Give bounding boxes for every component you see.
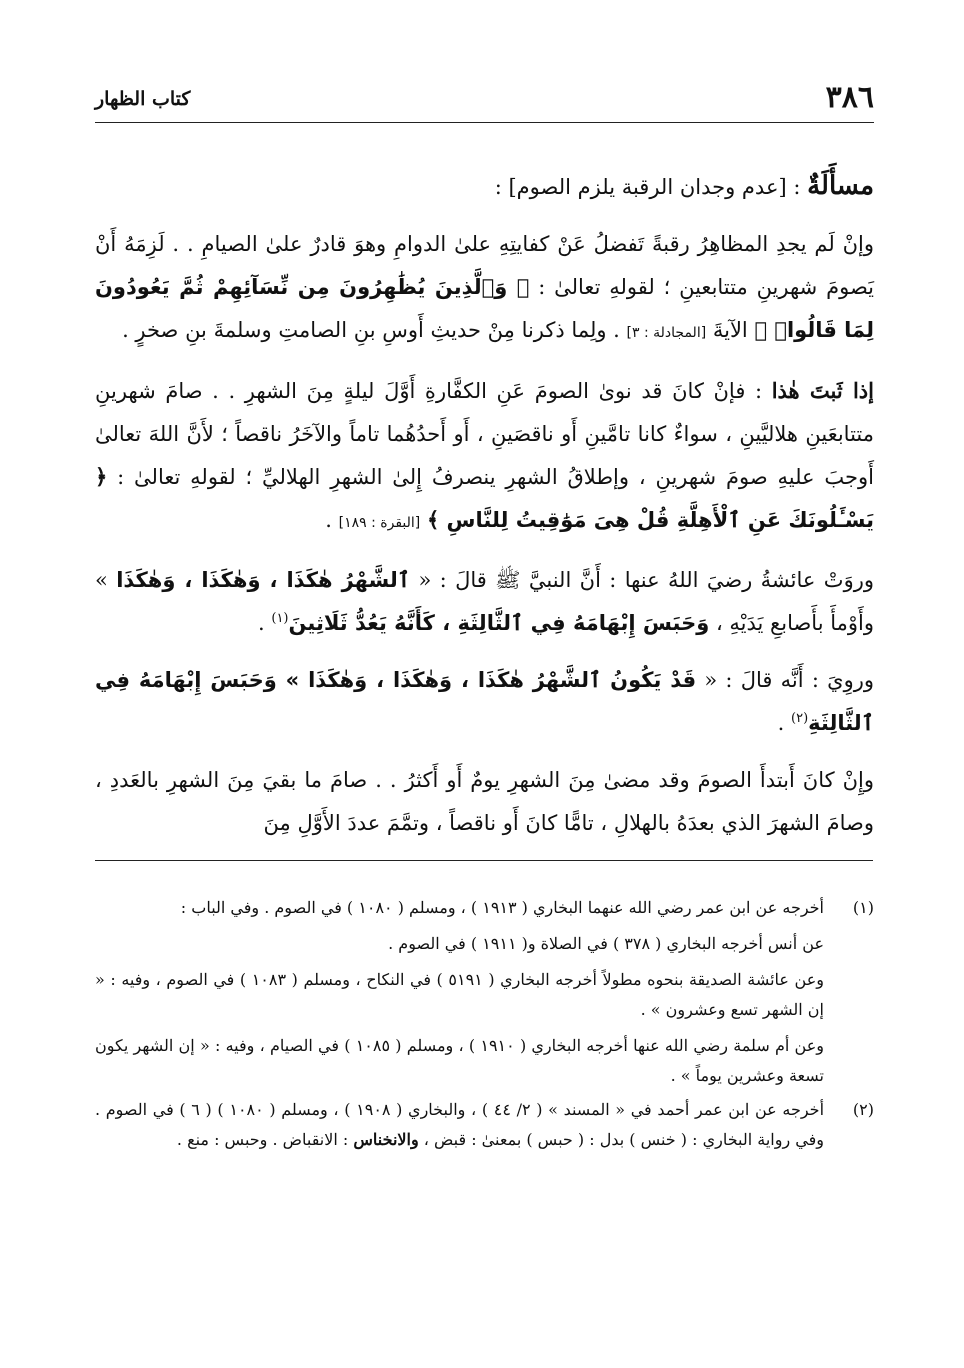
footnote-subtext: وعن عائشة الصديقة بنحوه مطولاً أخرجه البخاري ( ٥١٩١ ) في النكاح ، ومسلم ( ١٠٨٣ ) في الصوم ، وفيه : « إن الشهر تسع وعشرون » . — [95, 970, 825, 1019]
footnote-subtext: عن أنس أخرجه البخاري ( ٣٧٨ ) في الصلاة و( ١٩١١ ) في الصوم . — [388, 934, 824, 953]
paragraph-5: وإِنْ كانَ أَبتدأَ الصومَ وقد مضىٰ مِنَ الشهرِ يومٌ أَو أَكثرُ . . صامَ ما بقيَ مِنَ الشهرِ بالعَددِ ، وصامَ الشهرَ الذي بعدَهُ بالهلالِ ، تامًّا كانَ أَو ناقصاً ، وتمَّمَ عددَ الأَوَّلِ مِنَ — [95, 768, 874, 835]
running-head: كتاب الظهار — [95, 88, 191, 110]
footnote-marker[interactable]: (٢) — [791, 711, 809, 726]
paragraph-2-text: : فإنْ كانَ قد نوىٰ الصومَ عَنِ الكفَّارةِ أَوَّلَ ليلةٍ مِنَ الشهرِ . . صامَ شهرينِ متتابعَينِ هلاليَّينِ ، سواءٌ كانا تامَّينِ أَو ناقصَينِ ، أَو أَحدُهُما تاماً والآخَرُ ناقصاً ؛ لأَنَّ اللهَ تعالىٰ أَوجبَ عليهِ صومَ شهرينِ ، وإطلاقُ الشهرِ ينصرفُ إِلىٰ الشهرِ الهلاليِّ ؛ لقولهِ تعالىٰ : — [95, 379, 874, 489]
section-heading — [95, 165, 874, 209]
footnote-text-end: : الانقباض . وحبس : منع . — [176, 1130, 354, 1149]
paragraph-2-end: . — [325, 508, 339, 532]
hadith-quote: ٱلشَّهْرُ هٰكَذَا ، وَهٰكَذَا ، وَهٰكَذَا — [116, 568, 411, 592]
hadith-quote: وَحَبَسَ إِبْهَامَهُ فِي ٱلثَّالِثَةِ ، كَأَنَّهُ يَعُدُّ ثَلَاثِينَ — [288, 611, 710, 635]
footnote-marker[interactable]: (١) — [271, 611, 289, 626]
quran-verse: ﴿ وَٱلَّذِينَ يُظَٰهِرُونَ مِن نِّسَآئِهِمْ ثُمَّ يَعُودُونَ لِمَا قَالُوا۟ ﴾ — [95, 275, 874, 342]
paragraph-3 — [95, 559, 874, 645]
paragraph-4-text: وروِيَ : أَنَّه قالَ : « — [696, 668, 875, 692]
verse-reference: [المجادلة : ٣] — [626, 325, 707, 341]
main-text — [95, 165, 874, 845]
paragraph-1 — [95, 223, 874, 355]
hadith-quote: قَدْ يَكُونُ ٱلشَّهْرُ هٰكَذَا ، وَهٰكَذَا ، وَهٰكَذَا » وَحَبَسَ إِبْهَامَهُ فِي ٱلثَّالِثَةِ — [95, 668, 874, 735]
footnote-text — [95, 1095, 824, 1155]
paragraph-4 — [95, 659, 874, 745]
paragraph-1-text: وإنْ لَم يجدِ المظاهِرُ رقبةً تَفضلُ عَنْ كفايتِهِ علىٰ الدوامِ وهوَ قادرٌ علىٰ الصيامِ . . لَزِمَهُ أَنْ يَصومَ شهرينِ متتابعينِ ؛ لقولهِ تعالىٰ : — [95, 232, 875, 299]
footnote-divider — [95, 860, 873, 861]
footnote-text-part: أخرجه عن ابن عمر أحمد في « المسند » ( ٢/ ٤٤ ) ، والبخاري ( ١٩٠٨ ) ، ومسلم ( ١٠٨٠ ) ( ٦ ) في الصوم . وفي رواية البخاري : ( خنس ) بدل : ( حبس ) بمعنىٰ : قبض ، — [95, 1100, 825, 1149]
paragraph-2-lead: إذا ثَبتَ هٰذا — [771, 378, 874, 403]
footnote-term: والانخناس — [353, 1130, 419, 1149]
footnote-subtext: وعن أم سلمة رضي الله عنها أخرجه البخاري ( ١٩١٠ ) ، ومسلم ( ١٠٨٥ ) في الصيام ، وفيه : « إن الشهر يكون تسعة وعشرين يوماً » . — [95, 1036, 825, 1085]
paragraph-3-text: وروَتْ عائشةُ رضيَ اللهُ عنها : أَنَّ النبيَّ ﷺ قالَ : « — [410, 568, 874, 592]
paragraph-2 — [95, 369, 874, 545]
paragraph-3-end: . — [258, 611, 272, 635]
paragraph-1-text-3: . ولِما ذكرنا مِنْ حديثِ أَوسِ بنِ الصامتِ وسلمةَ بنِ صخرٍ . — [122, 318, 627, 342]
footnote-2 — [95, 1095, 874, 1155]
quran-verse: ﴿ يَسْـَٔلُونَكَ عَنِ ٱلْأَهِلَّةِ قُلْ هِىَ مَوَٰقِيتُ لِلنَّاسِ ﴾ — [95, 465, 874, 532]
footnote-number: (٢) — [852, 1100, 874, 1119]
paragraph-4-end: . — [777, 711, 792, 735]
footnote-1 — [95, 893, 874, 1091]
page-header — [95, 78, 874, 123]
page-number: ٣٨٦ — [825, 80, 874, 115]
paragraph-3-text-2: » وأَوْمأَ بأَصابعِ يَدَيْهِ ، — [95, 568, 874, 635]
heading-word: مسأَلَةٌ — [807, 171, 874, 201]
footnote-text: أخرجه عن ابن عمر رضي الله عنهما البخاري ( ١٩١٣ ) ، ومسلم ( ١٠٨٠ ) في الصوم . وفي الباب : — [180, 898, 824, 917]
footnote-number: (١) — [852, 898, 874, 917]
paragraph-1-text-2: الآيةَ — [706, 318, 755, 342]
verse-reference: [البقرة : ١٨٩] — [338, 515, 421, 531]
heading-title: : [عدم وجدان الرقبة يلزم الصوم] : — [494, 175, 808, 199]
footnotes — [95, 893, 874, 1155]
